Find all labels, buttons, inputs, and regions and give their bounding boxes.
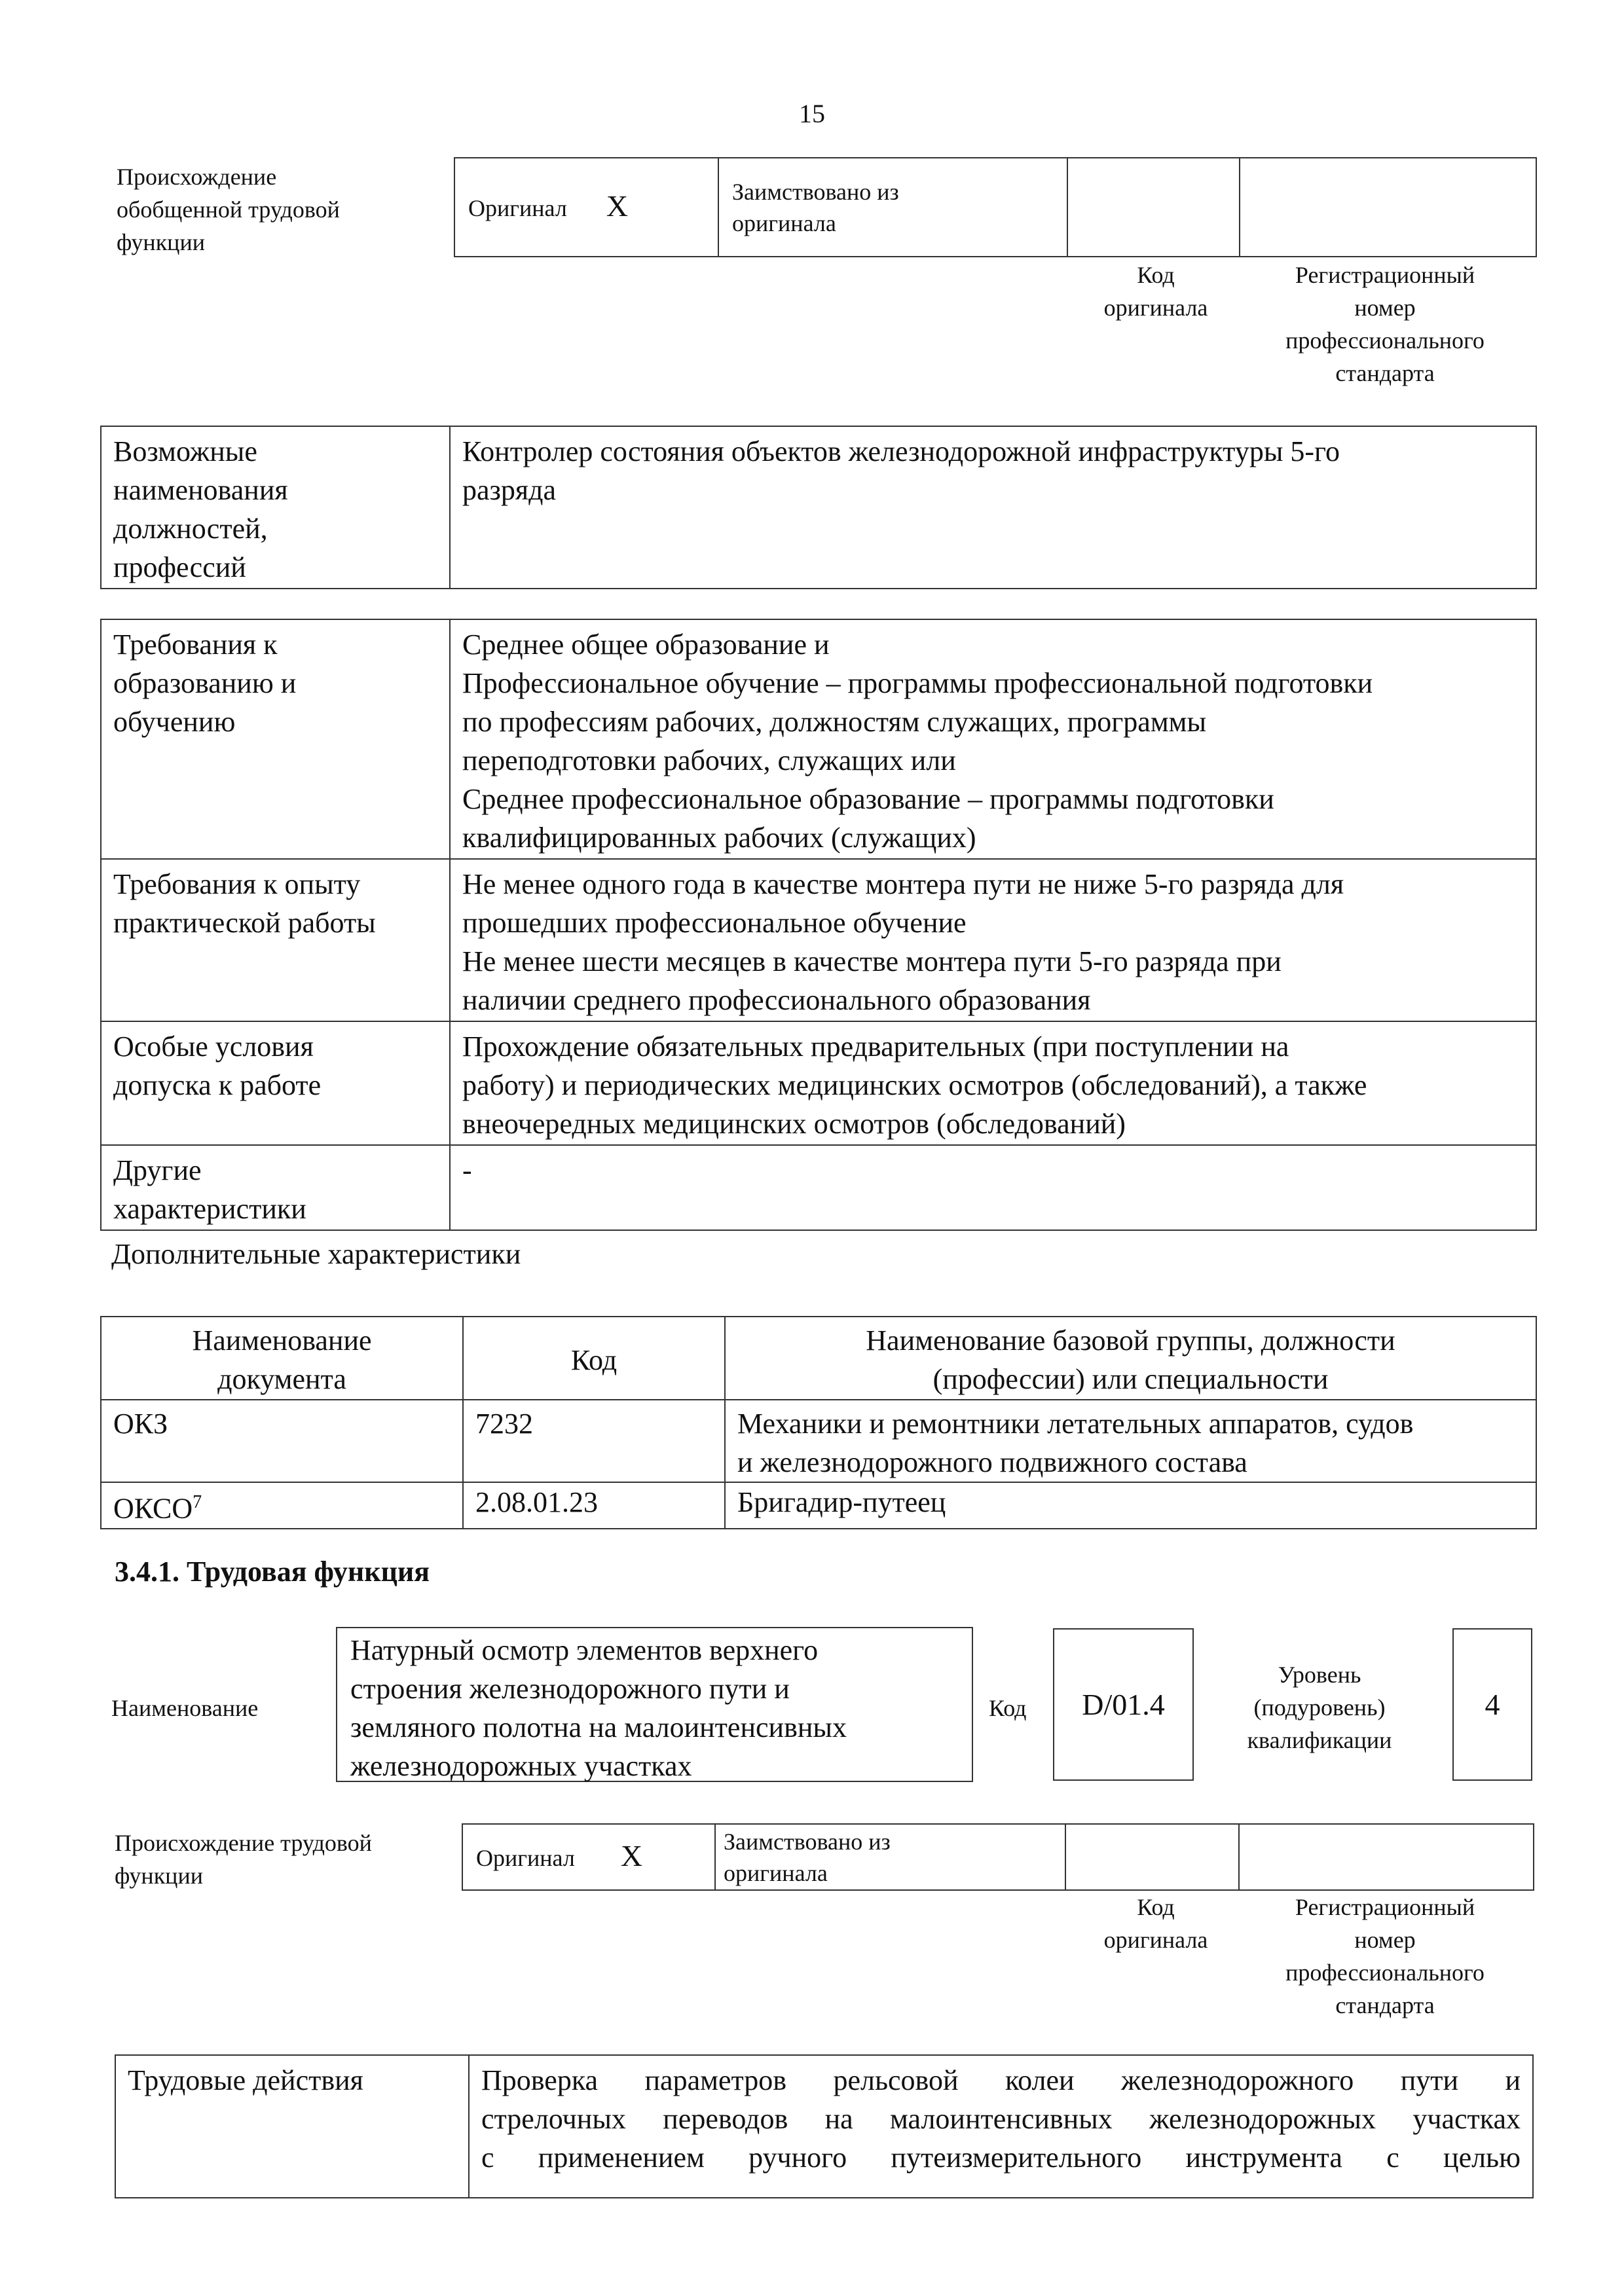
function-code-box: D/01.4	[1053, 1628, 1194, 1781]
labor-actions-value: Проверка параметров рельсовой колеи железнодорожного пути и стрелочных переводов на малоинтенсивных железнодорожных участках с применением ручного путеизмерительного инструмента с целью	[469, 2055, 1533, 2198]
name-label: Наименование	[111, 1695, 259, 1721]
row-name: Механики и ремонтники летательных аппаратов, судов и железнодорожного подвижного состава	[725, 1400, 1536, 1482]
level-label: Уровень (подуровень) квалификации	[1247, 1662, 1392, 1753]
original-mark: X	[606, 189, 629, 223]
borrowed-cell: Заимствовано из оригинала	[718, 158, 1067, 257]
row-doc: ОКСО$^7$	[101, 1482, 463, 1529]
original-code-cell	[1065, 1824, 1239, 1890]
function-name-box: Натурный осмотр элементов верхнего строения железнодорожного пути и земляного полотна на малоинтенсивных железнодорожных участках	[336, 1627, 973, 1782]
original-code-caption: Код оригинала	[1103, 1894, 1208, 1953]
additional-table	[100, 1316, 1537, 1529]
original-code-caption: Код оригинала	[1103, 262, 1208, 321]
requirement-row-conditions: Особые условия допуска к работе Прохождение обязательных предварительных (при поступлении на работу) и периодических медицинских осмотров (обследований), а также внеочередных медицинских осмотров (обследований)	[101, 1021, 1536, 1145]
section-heading: 3.4.1. Трудовая функция	[115, 1556, 430, 1588]
header-code: Код	[463, 1317, 725, 1400]
positions-table	[100, 426, 1537, 589]
footnote-mark: 7	[193, 1492, 202, 1512]
registration-number-caption: Регистрационный номер профессионального стандарта	[1285, 1894, 1485, 2018]
header-name: Наименование базовой группы, должности (профессии) или специальности	[725, 1317, 1536, 1400]
registration-number-cell	[1240, 158, 1536, 257]
requirement-row-other: Другие характеристики -	[101, 1145, 1536, 1230]
registration-number-cell	[1239, 1824, 1534, 1890]
positions-label: Возможные наименования должностей, профессий	[101, 426, 450, 589]
original-mark: X	[620, 1839, 643, 1872]
additional-header-row	[101, 1317, 1536, 1400]
general-origin-label: Происхождение обобщенной трудовой функции	[117, 164, 340, 255]
table-row	[101, 1482, 1536, 1529]
labor-actions-table	[115, 2054, 1534, 2198]
function-origin-table	[462, 1823, 1534, 1891]
requirements-table	[100, 619, 1537, 1231]
additional-title: Дополнительные характеристики	[111, 1238, 521, 1270]
positions-value: Контролер состояния объектов железнодорожной инфраструктуры 5-го разряда	[450, 426, 1536, 589]
original-cell	[462, 1824, 715, 1890]
code-label: Код	[989, 1695, 1027, 1721]
requirement-row-education: Требования к образованию и обучению Среднее общее образование и Профессиональное обучение – программы профессиональной подготовки по профессиям рабочих, должностям служащих, программы переподготовки рабочих, служащих или Среднее профессиональное образование – программы подготовки квалифицированных рабочих (служащих)	[101, 619, 1536, 859]
original-cell	[454, 158, 718, 257]
labor-actions-label: Трудовые действия	[115, 2055, 469, 2198]
original-label: Оригинал	[476, 1845, 575, 1871]
general-origin-table	[454, 157, 1537, 257]
borrowed-cell: Заимствовано из оригинала	[715, 1824, 1065, 1890]
row-name: Бригадир-путеец	[725, 1482, 1536, 1529]
row-code: 7232	[463, 1400, 725, 1482]
page-number: 15	[799, 99, 825, 128]
original-label: Оригинал	[468, 195, 567, 221]
function-origin-label: Происхождение трудовой функции	[115, 1830, 372, 1889]
table-row	[101, 1400, 1536, 1482]
header-document: Наименование документа	[101, 1317, 463, 1400]
qualification-level-box: 4	[1452, 1628, 1532, 1781]
requirement-row-experience: Требования к опыту практической работы Не менее одного года в качестве монтера пути не ниже 5-го разряда для прошедших профессиональное обучение Не менее шести месяцев в качестве монтера пути 5-го разряда при наличии среднего профессионального образования	[101, 859, 1536, 1021]
row-doc: ОКЗ	[101, 1400, 463, 1482]
row-code: 2.08.01.23	[463, 1482, 725, 1529]
registration-number-caption: Регистрационный номер профессионального стандарта	[1285, 262, 1485, 386]
original-code-cell	[1067, 158, 1240, 257]
